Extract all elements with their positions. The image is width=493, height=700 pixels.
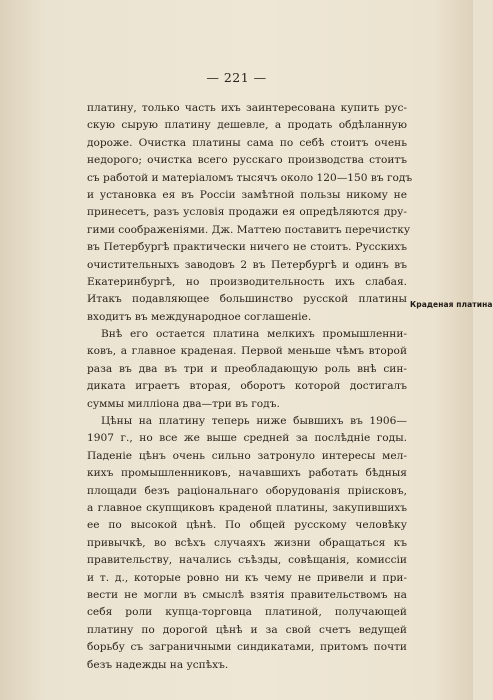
body-text [87, 100, 413, 674]
text-line: 1907 г., но все же выше средней за послѣдніе годы. [87, 432, 407, 445]
text-line: и т. д., которые ровно ни къ чему не привели и при- [87, 571, 407, 584]
text-line: а главное скупщиковъ краденой платины, закупившихъ [87, 501, 407, 514]
text-line: кихъ промышленниковъ, начавшихъ работать бѣдныя [87, 467, 407, 480]
text-line: входитъ въ международное соглашеніе. [87, 310, 312, 323]
text-line: Цѣны на платину теперь ниже бывшихъ въ 1906— [101, 415, 407, 428]
text-line: площади безъ раціональнаго оборудованія пріисковъ, [87, 484, 407, 497]
text-line: Итакъ подавляющее большинство русской платины [87, 293, 407, 306]
text-line: платину по дорогой цѣнѣ и за свой счетъ ведущей [87, 623, 407, 636]
text-line: вести не могли въ смыслѣ взятія правительствомъ на [87, 588, 407, 601]
text-line: гими соображеніями. Дж. Маттею поставитъ перечистку [87, 223, 411, 236]
text-line: и установка ея въ Россіи замѣтной пользы никому не [87, 188, 407, 201]
text-line: очистительныхъ заводовъ 2 въ Петербургѣ и одинъ въ [87, 258, 407, 271]
text-line: раза въ два въ три и преобладающую роль внѣ син- [87, 362, 407, 375]
text-line: въ Петербургѣ практически ничего не стоитъ. Русскихъ [87, 241, 407, 254]
text-line: Паденіе цѣнъ очень сильно затронуло интересы мел- [87, 449, 407, 462]
text-line: ее по высокой цѣнѣ. По общей русскому человѣку [87, 519, 407, 532]
text-line: борьбу съ заграничными синдикатами, притомъ почти [87, 641, 407, 654]
text-line: скую сырую платину дешевле, а продать обдѣланную [87, 119, 407, 132]
text-line: привычкѣ, во всѣхъ случаяхъ жизни обращаться къ [87, 536, 407, 549]
text-line: ковъ, а главное краденая. Первой меньше чѣмъ второй [87, 345, 407, 358]
text-line: безъ надежды на успѣхъ. [87, 658, 229, 671]
text-line: суммы милліона два—три въ годъ. [87, 397, 280, 410]
text-line: недорого; очистка всего русскаго производства стоитъ [87, 154, 407, 167]
page-number: — 221 — [206, 70, 267, 85]
text-line: платину, только часть ихъ заинтересована купить рус- [87, 102, 407, 114]
text-line: съ работой и матеріаломъ тысячъ около 120—150 въ годъ [87, 171, 413, 184]
margin-note: Краденая платина [410, 300, 493, 309]
text-line: диката играетъ вторая, оборотъ которой достигалъ [87, 380, 407, 393]
text-line: правительству, начались съѣзды, совѣщанія, комиссіи [87, 554, 407, 567]
text-line: принесетъ, разъ условія продажи ея опредѣляются дру- [87, 206, 407, 219]
text-line: Внѣ его остается платина мелкихъ промышленни- [101, 328, 407, 341]
text-line: дороже. Очистка платины сама по себѣ стоитъ очень [87, 136, 407, 149]
text-line: Екатеринбургѣ, но производительность ихъ слабая. [87, 275, 407, 288]
text-line: себя роли купца-торговца платиной, получающей [87, 606, 407, 619]
